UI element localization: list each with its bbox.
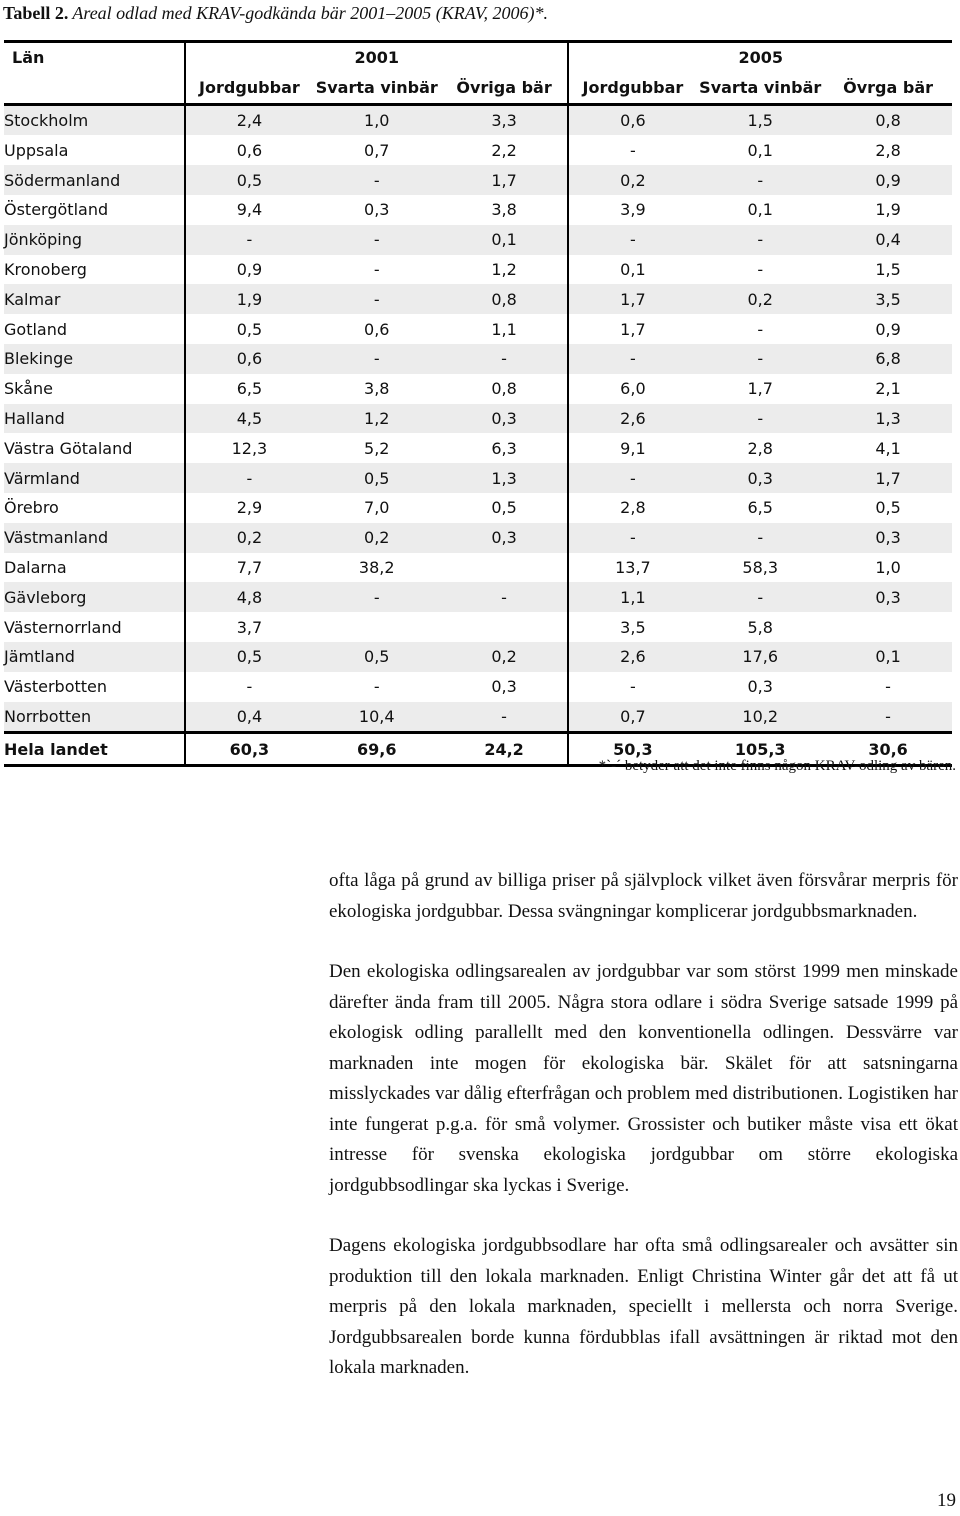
header-lan: Län — [4, 42, 185, 73]
row-region-name: Västernorrland — [4, 612, 185, 642]
row-value-cell: 0,5 — [824, 493, 952, 523]
row-value-cell: 17,6 — [696, 642, 824, 672]
row-value-cell: - — [696, 314, 824, 344]
row-value-cell: 0,2 — [568, 165, 696, 195]
row-region-name: Halland — [4, 404, 185, 434]
header-year-2005: 2005 — [568, 42, 952, 73]
table-row — [4, 284, 952, 314]
row-value-cell: 2,6 — [568, 404, 696, 434]
row-value-cell: 1,7 — [441, 165, 569, 195]
table-row — [4, 553, 952, 583]
row-value-cell: 0,8 — [824, 104, 952, 135]
row-value-cell: 0,6 — [313, 314, 441, 344]
table-row — [4, 433, 952, 463]
row-value-cell: 0,3 — [313, 195, 441, 225]
row-value-cell: 3,3 — [441, 104, 569, 135]
row-value-cell: 0,4 — [185, 702, 313, 733]
row-value-cell: - — [568, 135, 696, 165]
subheader-2001-ovriga-bar: Övriga bär — [441, 73, 569, 104]
row-region-name: Jönköping — [4, 225, 185, 255]
table-subheader-row — [4, 73, 952, 104]
row-value-cell: 6,5 — [696, 493, 824, 523]
row-value-cell: 1,0 — [313, 104, 441, 135]
row-value-cell: 5,8 — [696, 612, 824, 642]
row-value-cell: 0,2 — [185, 523, 313, 553]
table-footnote: *`-´ betyder att det inte finns någon KRAV-odling av bären. — [598, 758, 956, 774]
row-value-cell: 60,3 — [185, 733, 313, 766]
row-value-cell — [824, 612, 952, 642]
row-value-cell: - — [185, 225, 313, 255]
row-value-cell: 0,5 — [441, 493, 569, 523]
table-row — [4, 344, 952, 374]
row-value-cell: 1,2 — [313, 404, 441, 434]
paragraph-2: Den ekologiska odlingsarealen av jordgubbar var som störst 1999 men minskade därefter ända fram till 2005. Några stora odlare i södra Sverige satsade 1999 på ekologisk odling parallellt med den konventionella odlingen. Dessvärre var marknaden inte mogen för ekologiska bär. Skälet för att satsningarna misslyckades var dålig efterfrågan och problem med distributionen. Logistiken har inte fungerat p.g.a. för små volymer. Grossister och butiker måste visa ett ökat intresse för svenska ekologiska jordgubbar om större ekologiska jordgubbsodlingar ska lyckas i Sverige. — [329, 961, 958, 1196]
row-value-cell: - — [696, 404, 824, 434]
row-value-cell: 12,3 — [185, 433, 313, 463]
row-value-cell: - — [696, 225, 824, 255]
row-region-name: Blekinge — [4, 344, 185, 374]
row-value-cell: - — [313, 284, 441, 314]
row-value-cell: 1,2 — [441, 255, 569, 285]
row-value-cell: 1,0 — [824, 553, 952, 583]
row-value-cell: 1,9 — [824, 195, 952, 225]
row-value-cell: 2,9 — [185, 493, 313, 523]
row-value-cell: 2,8 — [568, 493, 696, 523]
row-value-cell: 0,2 — [441, 642, 569, 672]
row-value-cell: 7,0 — [313, 493, 441, 523]
row-value-cell: 0,7 — [568, 702, 696, 733]
row-value-cell — [313, 612, 441, 642]
row-value-cell: 2,4 — [185, 104, 313, 135]
row-value-cell: 0,5 — [185, 314, 313, 344]
row-region-name: Skåne — [4, 374, 185, 404]
row-value-cell: 38,2 — [313, 553, 441, 583]
row-value-cell: 1,1 — [441, 314, 569, 344]
row-region-name: Örebro — [4, 493, 185, 523]
row-value-cell: 2,6 — [568, 642, 696, 672]
row-value-cell: - — [568, 463, 696, 493]
row-value-cell: 0,3 — [824, 523, 952, 553]
row-value-cell: 50,3 — [568, 733, 696, 766]
row-value-cell: 1,5 — [696, 104, 824, 135]
row-value-cell: - — [313, 255, 441, 285]
row-value-cell: 2,1 — [824, 374, 952, 404]
table-row — [4, 582, 952, 612]
row-value-cell: 0,5 — [185, 165, 313, 195]
caption-label: Tabell 2. — [3, 3, 69, 23]
paragraph-3: Dagens ekologiska jordgubbsodlare har ofta små odlingsarealer och avsätter sin produktion till den lokala marknaden. Enligt Christina Winter går det att få ut merpris på den lokala marknaden, speciellt i mellersta och norra Sverige. Jordgubbsarealen borde kunna fördubblas ifall avsättningen är riktad mot den lokala marknaden. — [329, 1235, 958, 1378]
row-value-cell: - — [313, 582, 441, 612]
row-value-cell: 3,8 — [441, 195, 569, 225]
table-row — [4, 523, 952, 553]
row-value-cell: - — [696, 582, 824, 612]
row-value-cell: 10,2 — [696, 702, 824, 733]
row-value-cell: 6,3 — [441, 433, 569, 463]
row-value-cell: 0,8 — [441, 284, 569, 314]
row-value-cell: 0,1 — [568, 255, 696, 285]
row-value-cell: 4,1 — [824, 433, 952, 463]
row-value-cell: 0,3 — [441, 672, 569, 702]
table-row — [4, 463, 952, 493]
row-value-cell: - — [313, 344, 441, 374]
row-value-cell: 6,5 — [185, 374, 313, 404]
row-value-cell: - — [568, 225, 696, 255]
table-row — [4, 195, 952, 225]
table-row — [4, 104, 952, 135]
subheader-2005-jordgubbar: Jordgubbar — [568, 73, 696, 104]
row-value-cell: 0,2 — [696, 284, 824, 314]
row-value-cell: 1,7 — [568, 284, 696, 314]
paragraph-1: ofta låga på grund av billiga priser på självplock vilket även försvårar merpris för ekologiska jordgubbar. Dessa svängningar komplicerar jordgubbsmarknaden. — [329, 870, 958, 922]
row-value-cell: 0,6 — [185, 135, 313, 165]
row-value-cell: 9,4 — [185, 195, 313, 225]
row-value-cell: 0,3 — [696, 672, 824, 702]
row-region-name: Kalmar — [4, 284, 185, 314]
row-value-cell: 6,8 — [824, 344, 952, 374]
row-value-cell: 3,7 — [185, 612, 313, 642]
row-value-cell: 7,7 — [185, 553, 313, 583]
row-value-cell: 0,5 — [185, 642, 313, 672]
row-value-cell: 1,7 — [568, 314, 696, 344]
row-region-name: Dalarna — [4, 553, 185, 583]
row-value-cell: 1,7 — [824, 463, 952, 493]
row-value-cell: 0,9 — [185, 255, 313, 285]
row-value-cell: 3,5 — [824, 284, 952, 314]
row-value-cell: 0,7 — [313, 135, 441, 165]
row-region-name: Västra Götaland — [4, 433, 185, 463]
row-value-cell: - — [313, 672, 441, 702]
row-value-cell: - — [824, 672, 952, 702]
row-value-cell: 105,3 — [696, 733, 824, 766]
row-value-cell: - — [696, 344, 824, 374]
row-value-cell: 0,1 — [824, 642, 952, 672]
row-value-cell: - — [696, 255, 824, 285]
subheader-2005-ovrga-bar: Övrga bär — [824, 73, 952, 104]
row-value-cell: 0,1 — [696, 195, 824, 225]
table-row — [4, 135, 952, 165]
row-value-cell: - — [441, 702, 569, 733]
row-value-cell: 30,6 — [824, 733, 952, 766]
row-value-cell: 9,1 — [568, 433, 696, 463]
table-row — [4, 404, 952, 434]
row-value-cell: - — [568, 672, 696, 702]
table-body — [4, 104, 952, 766]
row-region-name: Kronoberg — [4, 255, 185, 285]
row-value-cell: - — [441, 344, 569, 374]
row-value-cell: 6,0 — [568, 374, 696, 404]
table-row — [4, 165, 952, 195]
table-year-header-row — [4, 42, 952, 73]
row-value-cell: 0,1 — [441, 225, 569, 255]
subheader-2001-svarta-vinbar: Svarta vinbär — [313, 73, 441, 104]
row-region-name: Gävleborg — [4, 582, 185, 612]
row-value-cell: - — [441, 582, 569, 612]
row-value-cell: 2,8 — [696, 433, 824, 463]
krav-berries-table — [4, 40, 952, 767]
table-row — [4, 672, 952, 702]
row-value-cell: 58,3 — [696, 553, 824, 583]
row-value-cell: - — [824, 702, 952, 733]
row-value-cell: - — [313, 165, 441, 195]
subheader-2001-jordgubbar: Jordgubbar — [185, 73, 313, 104]
row-value-cell: 0,2 — [313, 523, 441, 553]
row-value-cell: 3,9 — [568, 195, 696, 225]
body-text — [329, 866, 958, 1414]
table-row — [4, 702, 952, 733]
row-value-cell: - — [568, 523, 696, 553]
page-number: 19 — [937, 1490, 956, 1511]
row-value-cell: - — [185, 672, 313, 702]
header-blank — [4, 73, 185, 104]
table-row — [4, 255, 952, 285]
row-region-name: Stockholm — [4, 104, 185, 135]
table-row — [4, 374, 952, 404]
row-value-cell: 0,9 — [824, 314, 952, 344]
row-value-cell: 1,7 — [696, 374, 824, 404]
row-value-cell: - — [313, 225, 441, 255]
row-value-cell: 3,8 — [313, 374, 441, 404]
row-value-cell: 0,4 — [824, 225, 952, 255]
table-row — [4, 225, 952, 255]
row-value-cell: 0,6 — [185, 344, 313, 374]
row-region-name: Hela landet — [4, 733, 185, 766]
row-value-cell: - — [568, 344, 696, 374]
row-value-cell: 2,8 — [824, 135, 952, 165]
row-value-cell — [441, 612, 569, 642]
row-value-cell: 0,8 — [441, 374, 569, 404]
table-row — [4, 493, 952, 523]
table-row — [4, 612, 952, 642]
row-value-cell: 4,5 — [185, 404, 313, 434]
row-region-name: Värmland — [4, 463, 185, 493]
row-value-cell: 1,9 — [185, 284, 313, 314]
row-value-cell: 0,3 — [441, 523, 569, 553]
row-value-cell: 3,5 — [568, 612, 696, 642]
row-value-cell: - — [696, 523, 824, 553]
row-value-cell: 10,4 — [313, 702, 441, 733]
row-value-cell: 0,1 — [696, 135, 824, 165]
row-value-cell: 0,5 — [313, 463, 441, 493]
row-value-cell: 1,3 — [441, 463, 569, 493]
row-value-cell: 0,3 — [824, 582, 952, 612]
row-region-name: Västerbotten — [4, 672, 185, 702]
header-year-2001: 2001 — [185, 42, 568, 73]
row-value-cell: 1,3 — [824, 404, 952, 434]
row-value-cell: 4,8 — [185, 582, 313, 612]
row-region-name: Östergötland — [4, 195, 185, 225]
row-region-name: Gotland — [4, 314, 185, 344]
table-row — [4, 642, 952, 672]
table-caption — [3, 3, 548, 24]
row-value-cell: 0,9 — [824, 165, 952, 195]
row-value-cell: 0,5 — [313, 642, 441, 672]
row-value-cell: 1,5 — [824, 255, 952, 285]
row-value-cell: 5,2 — [313, 433, 441, 463]
row-region-name: Södermanland — [4, 165, 185, 195]
row-region-name: Norrbotten — [4, 702, 185, 733]
row-region-name: Västmanland — [4, 523, 185, 553]
row-region-name: Uppsala — [4, 135, 185, 165]
row-value-cell: 13,7 — [568, 553, 696, 583]
row-value-cell: 0,3 — [441, 404, 569, 434]
row-value-cell: 2,2 — [441, 135, 569, 165]
table-row — [4, 314, 952, 344]
row-value-cell: - — [185, 463, 313, 493]
row-region-name: Jämtland — [4, 642, 185, 672]
subheader-2005-svarta-vinbar: Svarta vinbär — [696, 73, 824, 104]
caption-text: Areal odlad med KRAV-godkända bär 2001–2005 (KRAV, 2006)*. — [72, 3, 549, 23]
row-value-cell: - — [696, 165, 824, 195]
row-value-cell: 0,6 — [568, 104, 696, 135]
row-value-cell: 24,2 — [441, 733, 569, 766]
row-value-cell: 1,1 — [568, 582, 696, 612]
row-value-cell — [441, 553, 569, 583]
row-value-cell: 69,6 — [313, 733, 441, 766]
row-value-cell: 0,3 — [696, 463, 824, 493]
